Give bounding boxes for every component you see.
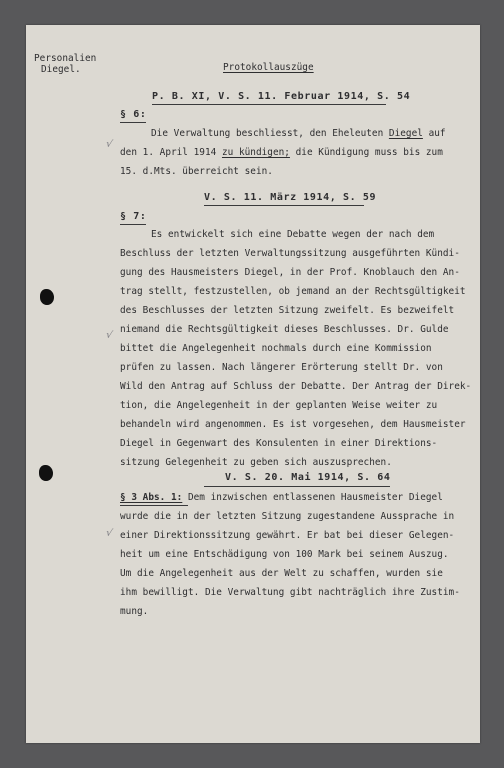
section-1-line-3: 15. d.Mts. überreicht sein. [120,166,273,177]
section-2-line: trag stellt, festzustellen, ob jemand an der Rechtsgültigkeit [120,286,466,297]
section-1-para-label: § 6: [120,109,147,120]
pencil-check-mark: √ [104,138,114,151]
section-2-line: Diegel in Gegenwart des Konsulenten in einer Direktions- [120,438,438,449]
name-diegel-underlined: Diegel [388,128,423,139]
section-2-line: behandeln wird angenommen. Es ist vorgesehen, dem Hausmeister [120,419,466,430]
section-1-label-rule [120,122,146,123]
section-1-line-2: den 1. April 1914 zu kündigen; die Kündigung muss bis zum [120,147,443,158]
document-page [26,25,480,743]
section-2-para-label: § 7: [120,211,147,222]
section-2-line: gung des Hausmeisters Diegel, in der Prof. Knoblauch den An- [120,267,460,278]
section-1-heading: P. B. XI, V. S. 11. Februar 1914, S. 54 [152,91,411,102]
section-2-label-rule [120,224,146,225]
section-2-line: Wild den Antrag auf Schluss der Debatte. Der Antrag der Direk- [120,381,472,392]
page-title: Protokollauszüge [223,62,314,73]
punch-hole [39,465,53,481]
section-2-line: Beschluss der letzten Verwaltungssitzung ausgeführten Kündi- [120,248,460,259]
section-2-line: sitzung Gelegenheit zu geben sich auszusprechen. [120,457,392,468]
section-3-line: mung. [120,606,149,617]
margin-note-line-2: Diegel. [41,64,81,75]
section-2-line: prüfen zu lassen. Nach längerer Erörterung stellt Dr. von [120,362,443,373]
section-2-line: niemand die Rechtsgültigkeit dieses Beschlusses. Dr. Gulde [120,324,449,335]
section-3-heading-rule [204,486,390,487]
section-3-para-label: § 3 Abs. 1: [120,492,183,503]
section-3-line: heit um eine Entschädigung von 100 Mark bei seinem Auszug. [120,549,449,560]
section-1-line-1: Die Verwaltung beschliesst, den Eheleuten Diegel auf [151,128,446,139]
section-3-line: ihm bewilligt. Die Verwaltung gibt nachträglich ihre Zustim- [120,587,460,598]
section-2-heading-rule [204,205,364,206]
section-2-line: Es entwickelt sich eine Debatte wegen der nach dem [151,229,435,240]
zu-kuendigen-underlined: zu kündigen; [221,147,290,158]
section-3-heading: V. S. 20. Mai 1914, S. 64 [225,472,391,483]
section-2-heading: V. S. 11. März 1914, S. 59 [204,192,377,203]
section-3-line: einer Direktionssitzung gewährt. Er bat bei dieser Gelegen- [120,530,455,541]
section-3-label-rule [120,505,188,506]
section-1-heading-rule [152,104,386,105]
section-3-first-line: § 3 Abs. 1: Dem inzwischen entlassenen Hausmeister Diegel [120,492,443,503]
section-2-line: tion, die Angelegenheit in der geplanten Weise weiter zu [120,400,438,411]
section-2-line: bittet die Angelegenheit nochmals durch eine Kommission [120,343,432,354]
pencil-check-mark: √ [104,527,114,540]
margin-note-line-1: Personalien [34,53,97,64]
section-3-line: wurde die in der letzten Sitzung zugestandene Aussprache in [120,511,455,522]
punch-hole [40,289,54,305]
section-3-line: Um die Angelegenheit aus der Welt zu schaffen, wurden sie [120,568,443,579]
section-2-line: des Beschlusses der letzten Sitzung zweifelt. Es bezweifelt [120,305,455,316]
pencil-check-mark: √ [104,329,114,342]
